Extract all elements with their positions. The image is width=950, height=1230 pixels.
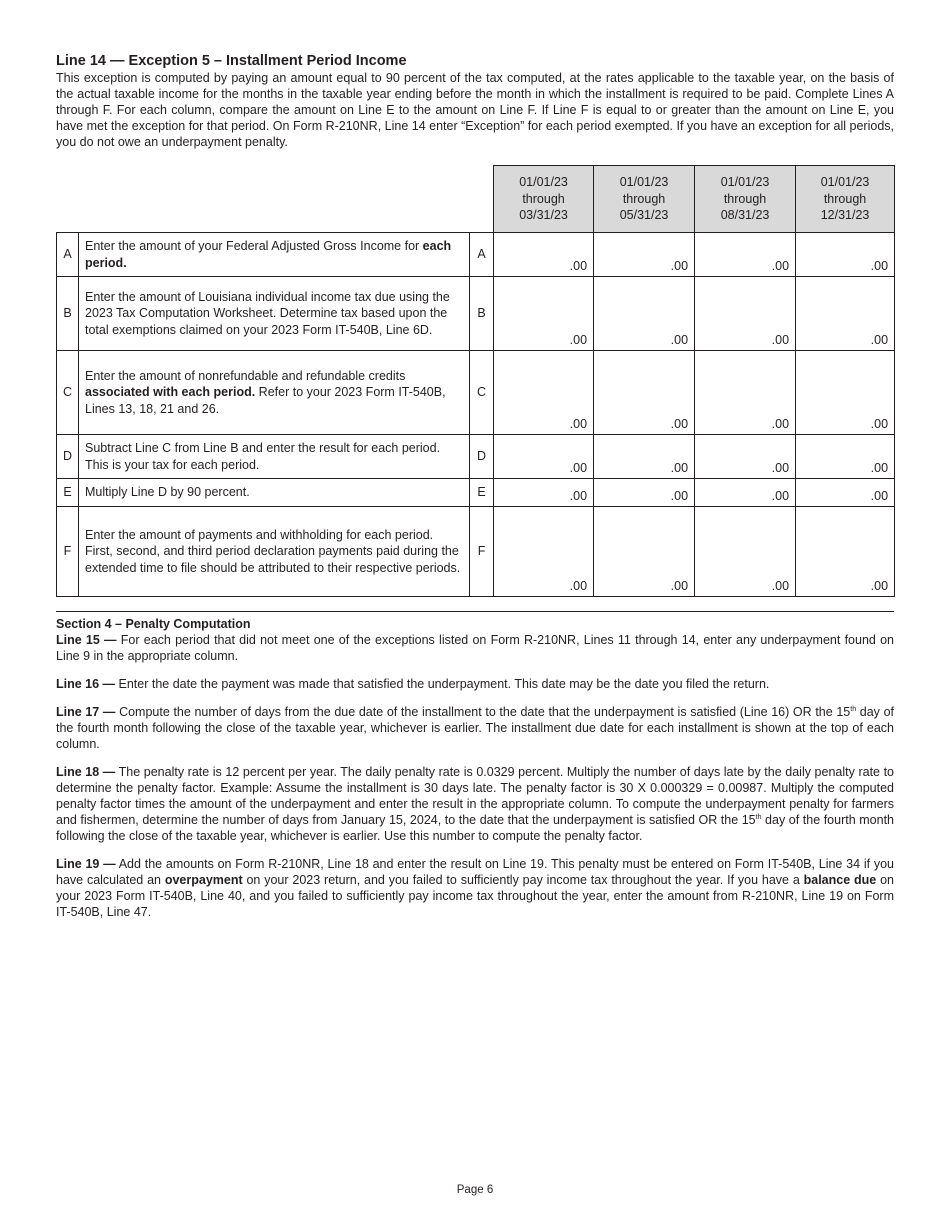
amount-cell[interactable]: .00 [796, 435, 895, 479]
line15-paragraph: Line 15 — For each period that did not meet one of the exceptions listed on Form R-210NR, Lines 11 through 14, enter any underpayment found on Line 9 in the appropriate column. [56, 633, 894, 663]
table-row [57, 351, 895, 435]
amount-cell[interactable]: .00 [594, 507, 695, 597]
table-row [57, 233, 895, 277]
table-row [57, 277, 895, 351]
table-row [57, 479, 895, 507]
document-page [56, 52, 894, 920]
row-letter: A [57, 233, 79, 277]
row-letter: B [57, 277, 79, 351]
amount-cell[interactable]: .00 [695, 233, 796, 277]
amount-cell[interactable]: .00 [594, 479, 695, 507]
amount-cell[interactable]: .00 [695, 507, 796, 597]
amount-cell[interactable]: .00 [796, 277, 895, 351]
period-header-3: 01/01/23 through 08/31/23 [695, 166, 796, 233]
row-description: Enter the amount of your Federal Adjusted Gross Income for each period. [79, 233, 470, 277]
row-description: Multiply Line D by 90 percent. [79, 479, 470, 507]
amount-cell[interactable]: .00 [796, 507, 895, 597]
installment-period-table [56, 165, 895, 597]
period-header-2: 01/01/23 through 05/31/23 [594, 166, 695, 233]
row-letter-right: C [470, 351, 494, 435]
amount-cell[interactable]: .00 [796, 479, 895, 507]
amount-cell[interactable]: .00 [695, 479, 796, 507]
page-number: Page 6 [456, 1184, 494, 1196]
row-letter-right: F [470, 507, 494, 597]
line17-paragraph: Line 17 — Compute the number of days from the due date of the installment to the date that the underpayment is satisfied (Line 16) OR the 15th day of the fourth month following the close of the taxable year, whichever is earlier. The installment due date for each installment is shown at the top of each column. [56, 705, 894, 751]
line14-title: Line 14 — Exception 5 – Installment Period Income [56, 53, 407, 69]
period-header-1: 01/01/23 through 03/31/23 [494, 166, 594, 233]
amount-cell[interactable]: .00 [594, 233, 695, 277]
row-letter-right: D [470, 435, 494, 479]
row-description: Enter the amount of Louisiana individual income tax due using the 2023 Tax Computation Worksheet. Determine tax based upon the total exemptions claimed on your 2023 Form IT-540B, Line 6D. [79, 277, 470, 351]
row-letter: E [57, 479, 79, 507]
row-description: Enter the amount of nonrefundable and refundable credits associated with each period. Refer to your 2023 Form IT-540B, Lines 13, 18, 21 and 26. [79, 351, 470, 435]
row-letter: D [57, 435, 79, 479]
line19-paragraph: Line 19 — Add the amounts on Form R-210NR, Line 18 and enter the result on Line 19. This penalty must be entered on Form IT-540B, Line 34 if you have calculated an overpayment on your 2023 return, and you failed to sufficiently pay income tax throughout the year. If you have a balance due on your 2023 Form IT-540B, Line 40, and you failed to sufficiently pay income tax throughout the year, enter the amount from R-210NR, Line 19 on Form IT-540B, Line 47. [56, 857, 894, 919]
amount-cell[interactable]: .00 [695, 435, 796, 479]
amount-cell[interactable]: .00 [494, 507, 594, 597]
table-row [57, 435, 895, 479]
line14-instructions: This exception is computed by paying an amount equal to 90 percent of the tax computed, at the rates applicable to the taxable year, on the basis of the actual taxable income for the months in the taxable year ending before the month in which the installment is required to be paid. Complete Lines A through F. For each column, compare the amount on Line E to the amount on Line F. If Line F is equal to or greater than the amount on Line E, you have met the exception for that period. On Form R-210NR, Line 14 enter “Exception” for each period exempted. If you have an exception for all periods, you do not owe an underpayment penalty. [56, 71, 894, 149]
line18-paragraph: Line 18 — The penalty rate is 12 percent per year. The daily penalty rate is 0.0329 percent. Multiply the number of days late by the daily penalty rate to determine the penalty factor. Example: Assume the installment is 30 days late. The penalty factor is 30 X 0.000329 = 0.00987. Multiply the computed penalty factor times the amount of the underpayment and enter the result in the appropriate column. To compute the underpayment penalty for farmers and fishermen, determine the number of days from January 15, 2024, to the date that the underpayment is satisfied OR the 15th day of the fourth month following the close of the taxable year, whichever is earlier. Use this number to compute the penalty factor. [56, 765, 895, 843]
row-letter-right: B [470, 277, 494, 351]
amount-cell[interactable]: .00 [494, 435, 594, 479]
row-letter: C [57, 351, 79, 435]
period-header-row [57, 166, 895, 233]
line16-paragraph: Line 16 — Enter the date the payment was made that satisfied the underpayment. This date may be the date you filed the return. [56, 677, 770, 691]
row-letter-right: E [470, 479, 494, 507]
amount-cell[interactable]: .00 [695, 277, 796, 351]
amount-cell[interactable]: .00 [796, 351, 895, 435]
amount-cell[interactable]: .00 [695, 351, 796, 435]
section-divider [56, 611, 894, 612]
period-header-4: 01/01/23 through 12/31/23 [796, 166, 895, 233]
section4-title: Section 4 – Penalty Computation [56, 617, 251, 631]
section4 [56, 616, 894, 920]
amount-cell[interactable]: .00 [594, 435, 695, 479]
amount-cell[interactable]: .00 [494, 351, 594, 435]
row-letter-right: A [470, 233, 494, 277]
row-letter: F [57, 507, 79, 597]
amount-cell[interactable]: .00 [594, 277, 695, 351]
row-description: Enter the amount of payments and withholding for each period. First, second, and third period declaration payments paid during the extended time to file should be attributed to their respective periods. [79, 507, 470, 597]
amount-cell[interactable]: .00 [594, 351, 695, 435]
amount-cell[interactable]: .00 [494, 277, 594, 351]
table-row [57, 507, 895, 597]
amount-cell[interactable]: .00 [494, 479, 594, 507]
amount-cell[interactable]: .00 [494, 233, 594, 277]
row-description: Subtract Line C from Line B and enter the result for each period. This is your tax for each period. [79, 435, 470, 479]
amount-cell[interactable]: .00 [796, 233, 895, 277]
